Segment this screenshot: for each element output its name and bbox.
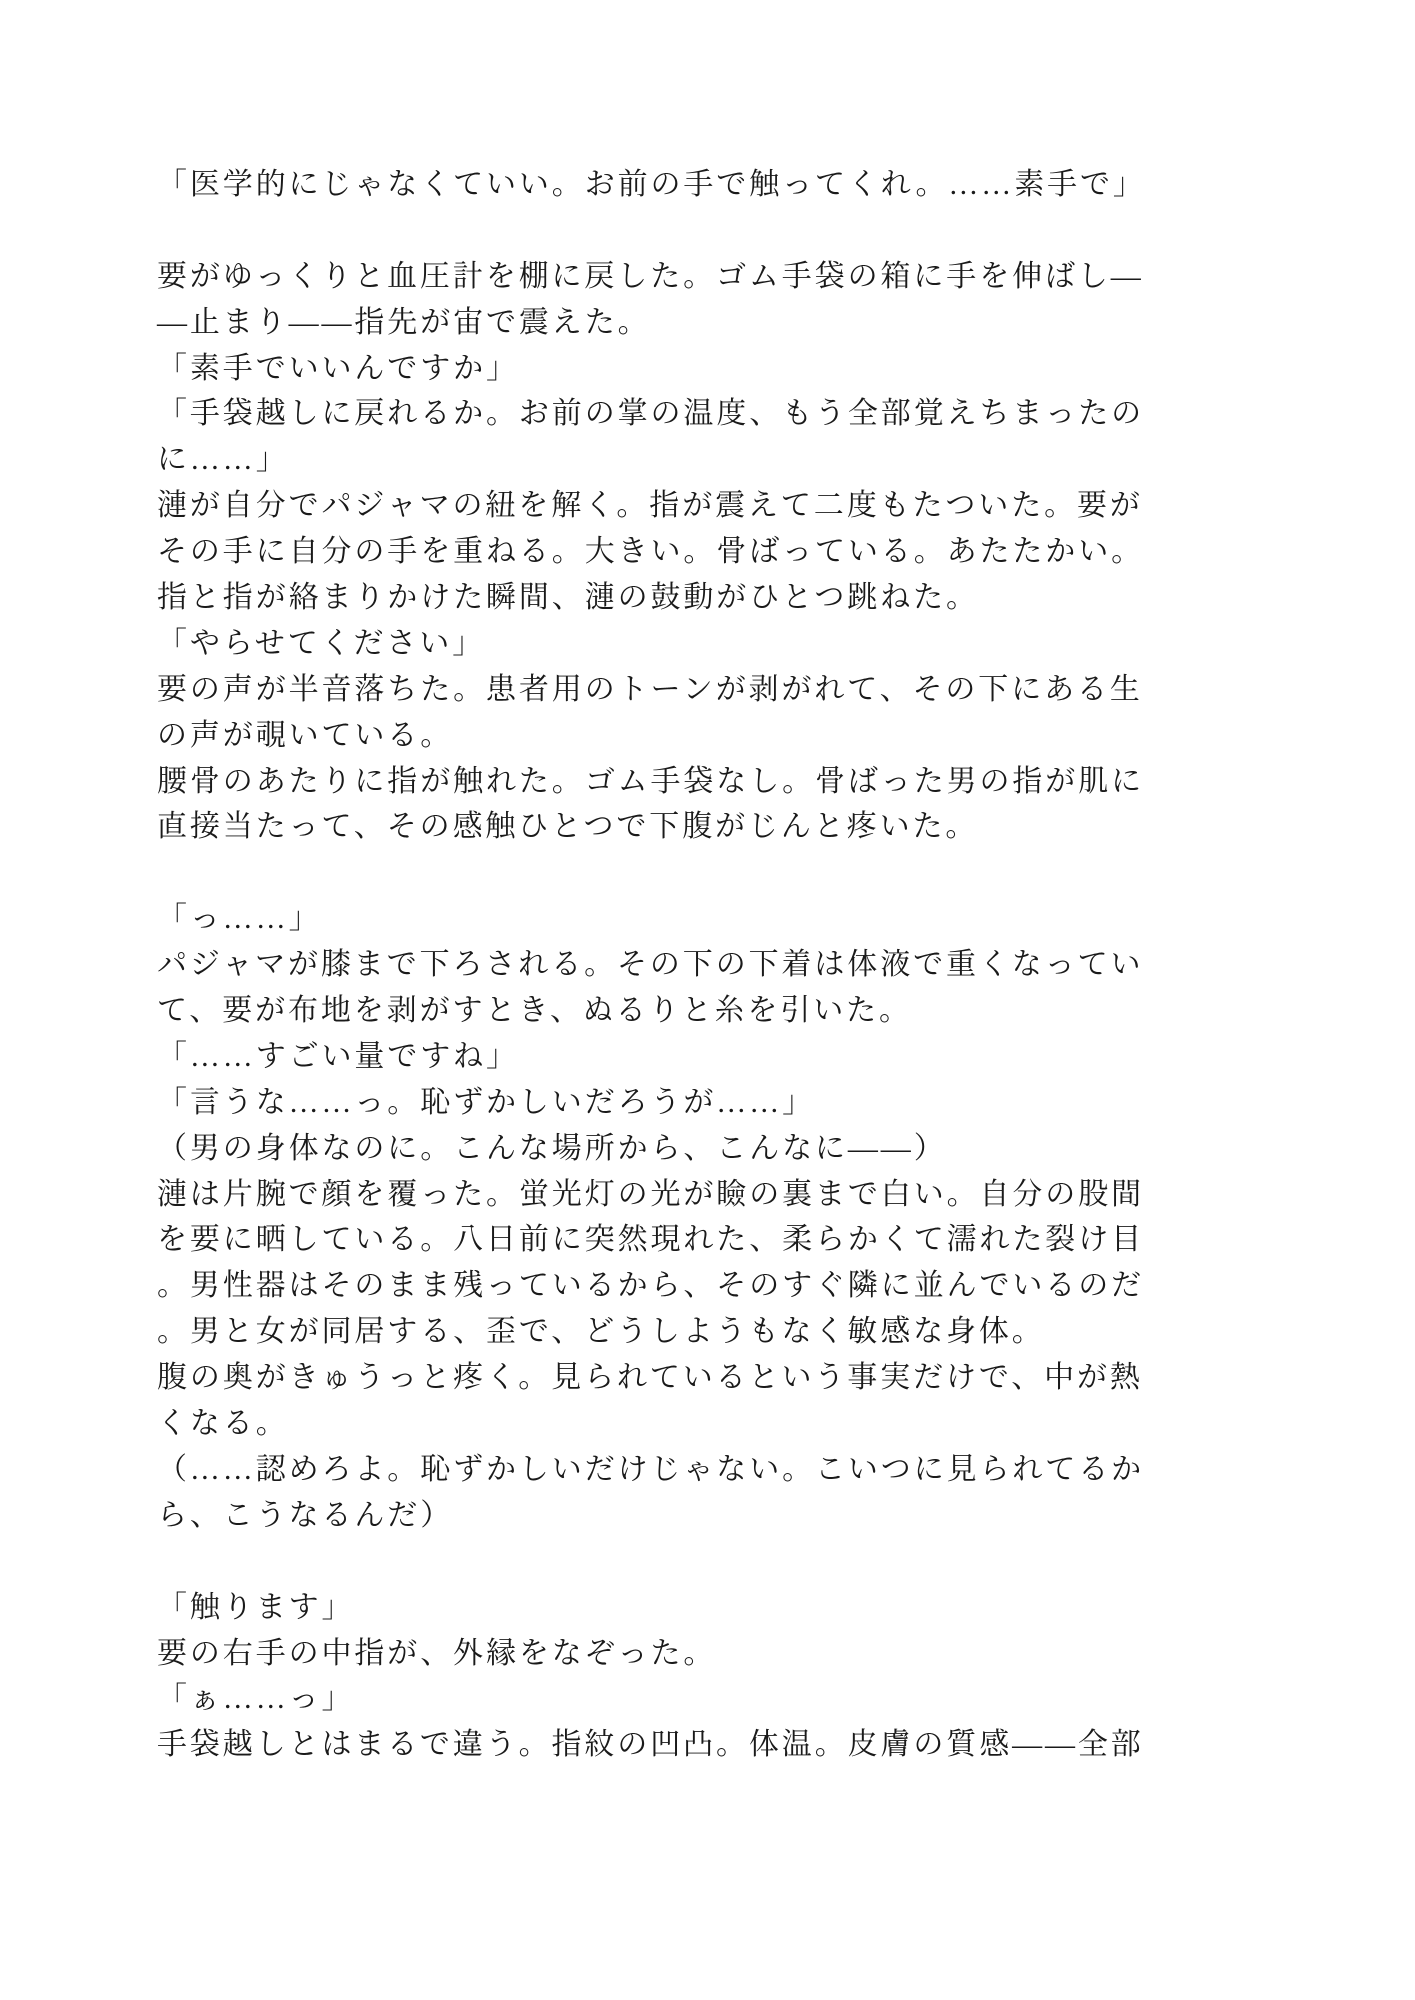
text-block bbox=[157, 162, 1257, 1768]
text-line: 「言うな……っ。恥ずかしいだろうが……」 bbox=[157, 1085, 815, 1119]
blank-line bbox=[157, 850, 1257, 896]
text-line: 指と指が絡まりかけた瞬間、漣の鼓動がひとつ跳ねた。 bbox=[157, 581, 979, 615]
text-line: その手に自分の手を重ねる。大きい。骨ばっている。あたたかい。 bbox=[157, 535, 1144, 569]
text-line: 手袋越しとはまるで違う。指紋の凹凸。体温。皮膚の質感——全部 bbox=[157, 1728, 1144, 1762]
text-line: 「……すごい量ですね」 bbox=[157, 1039, 519, 1073]
text-line: 要がゆっくりと血圧計を棚に戻した。ゴム手袋の箱に手を伸ばし— bbox=[157, 259, 1144, 293]
text-line: 「やらせてください」 bbox=[157, 626, 486, 660]
text-line: 直接当たって、その感触ひとつで下腹がじんと疼いた。 bbox=[157, 810, 979, 844]
text-line: て、要が布地を剥がすとき、ぬるりと糸を引いた。 bbox=[157, 994, 912, 1028]
text-line: 「っ……」 bbox=[157, 902, 322, 936]
text-line: 要の声が半音落ちた。患者用のトーンが剥がれて、その下にある生 bbox=[157, 672, 1143, 706]
text-line: を要に晒している。八日前に突然現れた、柔らかくて濡れた裂け目 bbox=[157, 1223, 1144, 1257]
text-line: 「手袋越しに戻れるか。お前の掌の温度、もう全部覚えちまったの bbox=[157, 397, 1144, 431]
text-line: （男の身体なのに。こんな場所から、こんなに——） bbox=[157, 1131, 947, 1165]
text-line: —止まり——指先が宙で震えた。 bbox=[157, 305, 651, 339]
text-line: に……」 bbox=[157, 443, 289, 477]
text-line: 「素手でいいんですか」 bbox=[157, 351, 519, 385]
text-line: （……認めろよ。恥ずかしいだけじゃない。こいつに見られてるか bbox=[157, 1452, 1144, 1486]
text-line: ら、こうなるんだ） bbox=[157, 1498, 454, 1532]
text-line: 「触ります」 bbox=[157, 1590, 355, 1624]
text-line: 腰骨のあたりに指が触れた。ゴム手袋なし。骨ばった男の指が肌に bbox=[157, 764, 1144, 798]
text-line: 腹の奥がきゅうっと疼く。見られているという事実だけで、中が熱 bbox=[157, 1361, 1143, 1395]
blank-line bbox=[157, 1539, 1257, 1585]
text-line: 漣は片腕で顔を覆った。蛍光灯の光が瞼の裏まで白い。自分の股間 bbox=[157, 1177, 1144, 1211]
text-line: くなる。 bbox=[157, 1407, 289, 1441]
blank-line bbox=[157, 208, 1257, 254]
text-line: の声が覗いている。 bbox=[157, 718, 454, 752]
text-line: 要の右手の中指が、外縁をなぞった。 bbox=[157, 1636, 717, 1670]
text-line: パジャマが膝まで下ろされる。その下の下着は体液で重くなってい bbox=[157, 948, 1144, 982]
text-line: 。男と女が同居する、歪で、どうしようもなく敏感な身体。 bbox=[157, 1315, 1045, 1349]
text-line: 。男性器はそのまま残っているから、そのすぐ隣に並んでいるのだ bbox=[157, 1269, 1144, 1303]
text-line: 「ぁ……っ」 bbox=[157, 1682, 355, 1716]
text-line: 「医学的にじゃなくていい。お前の手で触ってくれ。……素手で」 bbox=[157, 168, 1146, 201]
text-line: 漣が自分でパジャマの紐を解く。指が震えて二度もたついた。要が bbox=[157, 489, 1143, 523]
